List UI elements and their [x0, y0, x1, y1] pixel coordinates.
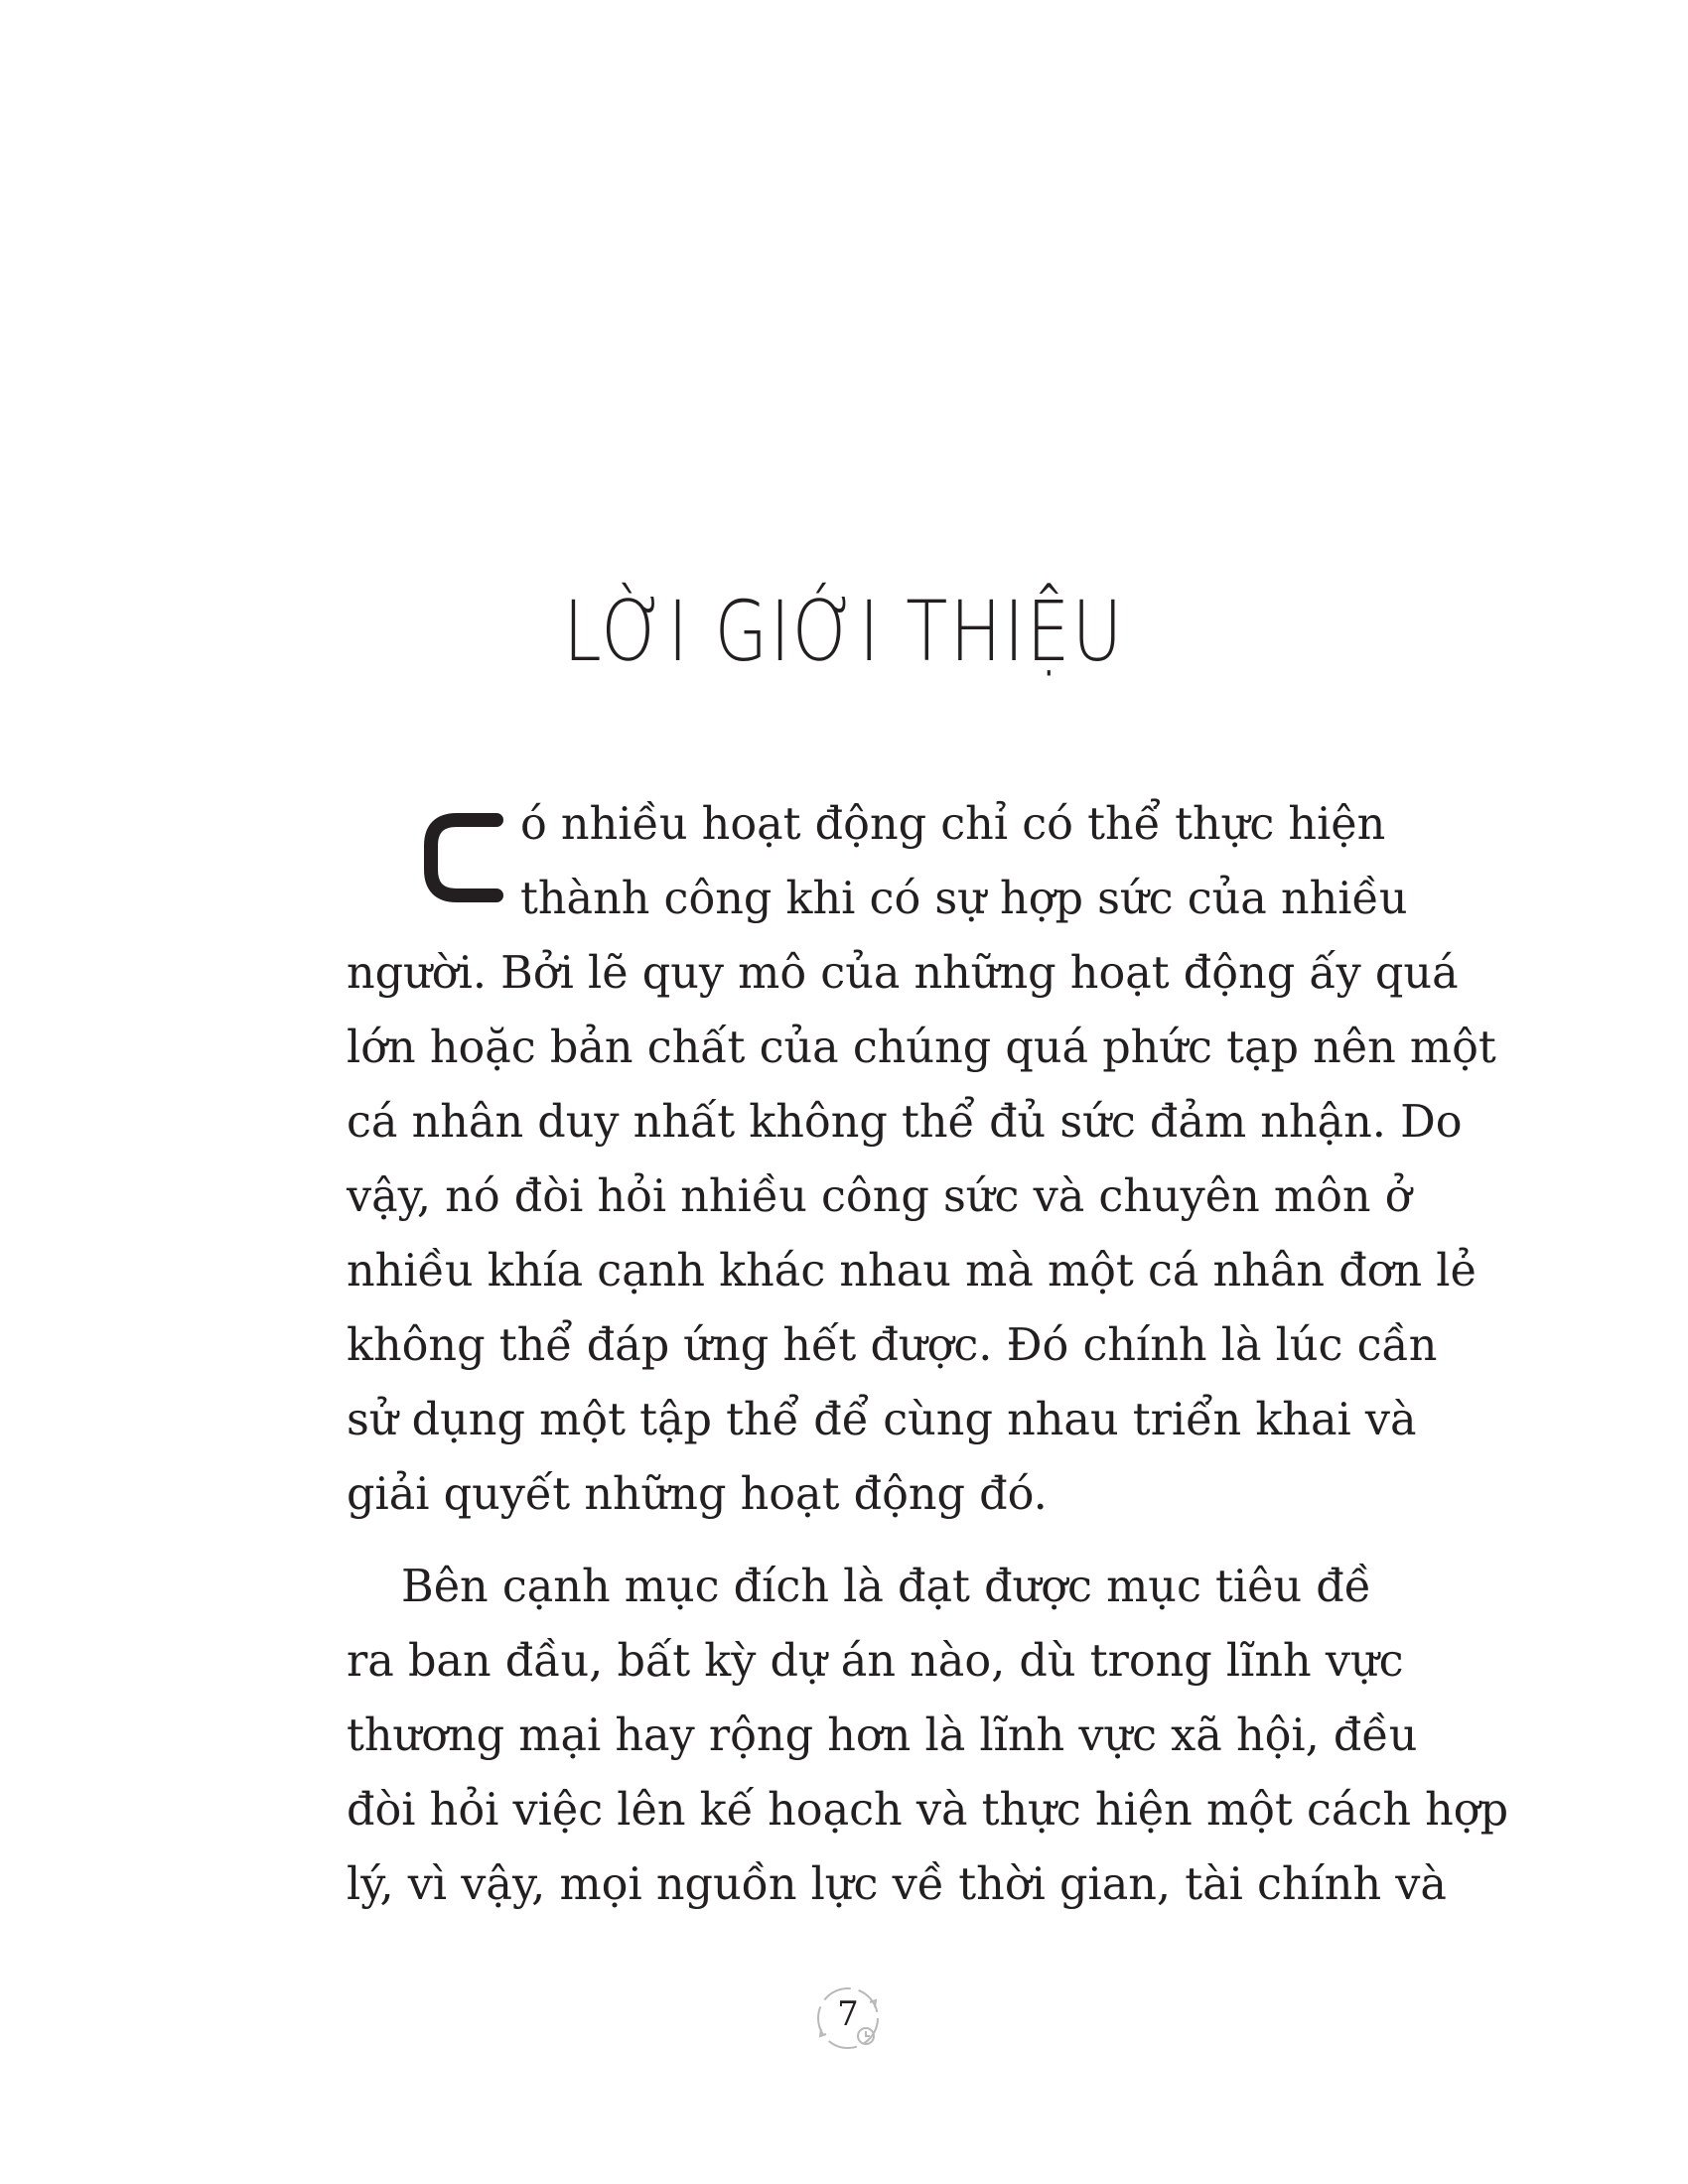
page-number-badge: [810, 1980, 886, 2056]
text-line: lớn hoặc bản chất của chúng quá phức tạp nên một: [347, 1023, 1496, 1073]
text-line: thương mại hay rộng hơn là lĩnh vực xã hội, đều: [347, 1710, 1418, 1761]
text-line: nhiều khía cạnh khác nhau mà một cá nhân đơn lẻ: [347, 1246, 1477, 1297]
paragraph-2: [347, 1550, 1509, 1922]
text-line: sử dụng một tập thể để cùng nhau triển khai và: [347, 1395, 1417, 1445]
text-line: người. Bởi lẽ quy mô của những hoạt động ấy quá: [347, 948, 1459, 999]
text-line: cá nhân duy nhất không thể đủ sức đảm nhận. Do: [347, 1097, 1463, 1148]
text-line: giải quyết những hoạt động đó.: [347, 1469, 1048, 1520]
text-line: thành công khi có sự hợp sức của nhiều: [520, 874, 1408, 924]
text-line: đòi hỏi việc lên kế hoạch và thực hiện một cách hợp: [347, 1785, 1509, 1836]
page-number: 7: [837, 1994, 859, 2034]
text-line: vậy, nó đòi hỏi nhiều công sức và chuyên môn ở: [347, 1171, 1412, 1222]
body-text: [347, 787, 1509, 1922]
text-line: lý, vì vậy, mọi nguồn lực về thời gian, tài chính và: [347, 1859, 1447, 1910]
text-line: Bên cạnh mục đích là đạt được mục tiêu đề: [401, 1562, 1372, 1612]
page-title: LỜI GIỚI THIỆU: [563, 583, 1125, 681]
text-line: ó nhiều hoạt động chỉ có thể thực hiện: [520, 799, 1386, 850]
paragraph-1: [347, 787, 1496, 1532]
text-line: ra ban đầu, bất kỳ dự án nào, dù trong lĩnh vực: [347, 1636, 1404, 1687]
text-line: không thể đáp ứng hết được. Đó chính là lúc cần: [347, 1320, 1438, 1371]
